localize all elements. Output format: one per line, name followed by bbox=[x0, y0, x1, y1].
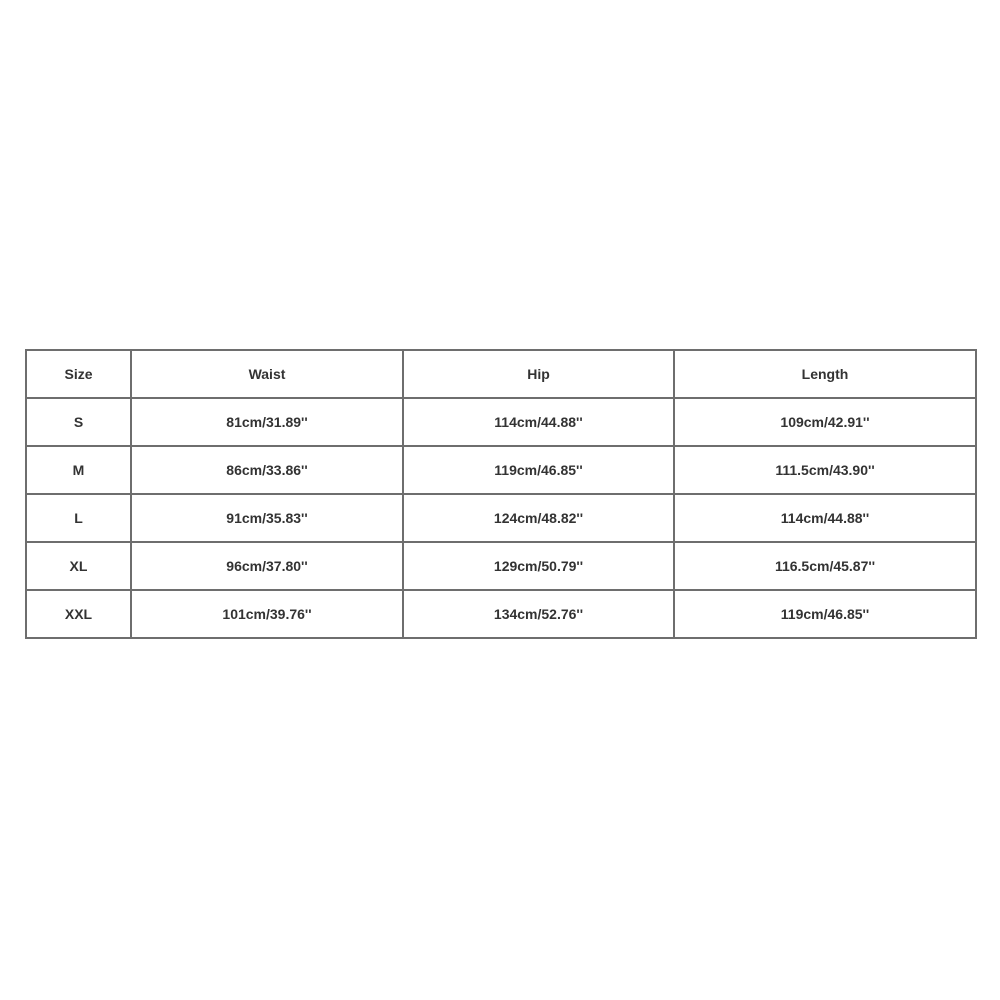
cell-hip: 114cm/44.88'' bbox=[403, 398, 674, 446]
header-waist: Waist bbox=[131, 350, 403, 398]
table-row bbox=[26, 446, 976, 494]
cell-hip: 124cm/48.82'' bbox=[403, 494, 674, 542]
table-row bbox=[26, 590, 976, 638]
table-row bbox=[26, 542, 976, 590]
cell-waist: 96cm/37.80'' bbox=[131, 542, 403, 590]
header-size: Size bbox=[26, 350, 131, 398]
cell-length: 109cm/42.91'' bbox=[674, 398, 976, 446]
cell-waist: 81cm/31.89'' bbox=[131, 398, 403, 446]
cell-size: S bbox=[26, 398, 131, 446]
cell-hip: 129cm/50.79'' bbox=[403, 542, 674, 590]
table-row bbox=[26, 398, 976, 446]
cell-hip: 119cm/46.85'' bbox=[403, 446, 674, 494]
cell-length: 119cm/46.85'' bbox=[674, 590, 976, 638]
table-row bbox=[26, 494, 976, 542]
cell-length: 111.5cm/43.90'' bbox=[674, 446, 976, 494]
cell-size: L bbox=[26, 494, 131, 542]
cell-waist: 91cm/35.83'' bbox=[131, 494, 403, 542]
header-hip: Hip bbox=[403, 350, 674, 398]
cell-size: XXL bbox=[26, 590, 131, 638]
cell-size: XL bbox=[26, 542, 131, 590]
header-length: Length bbox=[674, 350, 976, 398]
cell-length: 114cm/44.88'' bbox=[674, 494, 976, 542]
cell-length: 116.5cm/45.87'' bbox=[674, 542, 976, 590]
table-header-row bbox=[26, 350, 976, 398]
cell-size: M bbox=[26, 446, 131, 494]
size-chart-table bbox=[25, 349, 977, 639]
cell-hip: 134cm/52.76'' bbox=[403, 590, 674, 638]
cell-waist: 101cm/39.76'' bbox=[131, 590, 403, 638]
cell-waist: 86cm/33.86'' bbox=[131, 446, 403, 494]
